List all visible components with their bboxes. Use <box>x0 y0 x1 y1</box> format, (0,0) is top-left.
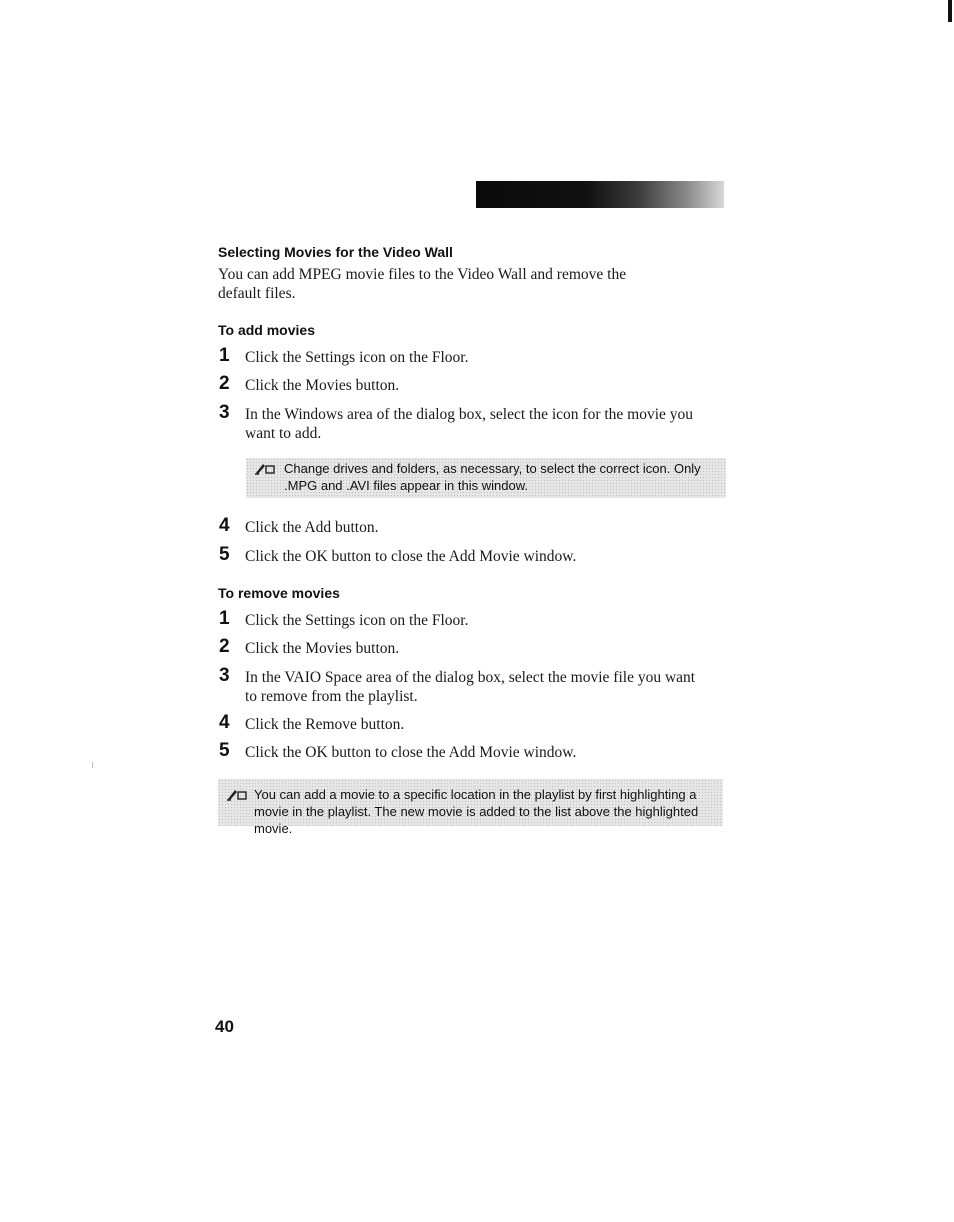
list-item <box>218 373 723 395</box>
step-number: 1 <box>219 345 230 366</box>
step-text: Click the Movies button. <box>245 640 400 657</box>
add-movies-title: To add movies <box>218 322 315 338</box>
bottom-note-text: You can add a movie to a specific location in the playlist by first highlighting a movie in the playlist. The new movie is added to the list above the highlighted movie. <box>254 787 699 836</box>
step-number: 2 <box>219 636 230 657</box>
page-content <box>218 243 723 836</box>
section-title: Selecting Movies for the Video Wall <box>218 244 453 260</box>
add-movies-steps <box>218 345 723 443</box>
page-number: 40 <box>215 1017 234 1036</box>
step-text: In the VAIO Space area of the dialog box, select the movie file you want to remove from the playlist. <box>245 669 696 705</box>
list-item <box>218 636 723 658</box>
list-item <box>218 608 723 630</box>
step-number: 5 <box>219 740 230 761</box>
step-number: 3 <box>219 402 230 423</box>
intro-paragraph: You can add MPEG movie files to the Video Wall and remove the default files. <box>218 266 627 302</box>
list-item <box>218 712 723 734</box>
pencil-note-icon <box>254 461 276 475</box>
note-box <box>246 458 726 498</box>
step-number: 4 <box>219 515 230 536</box>
page-edge-mark <box>948 0 952 22</box>
step-text: Click the Settings icon on the Floor. <box>245 612 469 629</box>
list-item <box>218 402 707 443</box>
list-item <box>218 665 707 706</box>
step-text: Click the OK button to close the Add Movie window. <box>245 548 577 565</box>
step-number: 3 <box>219 665 230 686</box>
remove-movies-title: To remove movies <box>218 585 340 601</box>
step-text: Click the OK button to close the Add Movie window. <box>245 744 577 761</box>
note-text: Change drives and folders, as necessary, to select the correct icon. Only .MPG and .AVI files appear in this window. <box>284 461 701 493</box>
bottom-note-box <box>218 779 723 836</box>
list-item <box>218 740 723 762</box>
remove-movies-steps <box>218 608 723 762</box>
step-text: Click the Movies button. <box>245 377 400 394</box>
list-item <box>218 345 723 367</box>
header-bar <box>476 181 724 208</box>
step-number: 5 <box>219 544 230 565</box>
list-item <box>218 515 723 537</box>
step-text: Click the Settings icon on the Floor. <box>245 349 469 366</box>
step-number: 4 <box>219 712 230 733</box>
step-text: In the Windows area of the dialog box, select the icon for the movie you want to add. <box>245 406 694 442</box>
step-text: Click the Remove button. <box>245 716 405 733</box>
add-movies-steps-continued <box>218 515 723 566</box>
list-item <box>218 544 723 566</box>
step-number: 1 <box>219 608 230 629</box>
step-number: 2 <box>219 373 230 394</box>
scan-mark <box>92 762 93 768</box>
pencil-note-icon <box>226 787 248 801</box>
step-text: Click the Add button. <box>245 519 379 536</box>
